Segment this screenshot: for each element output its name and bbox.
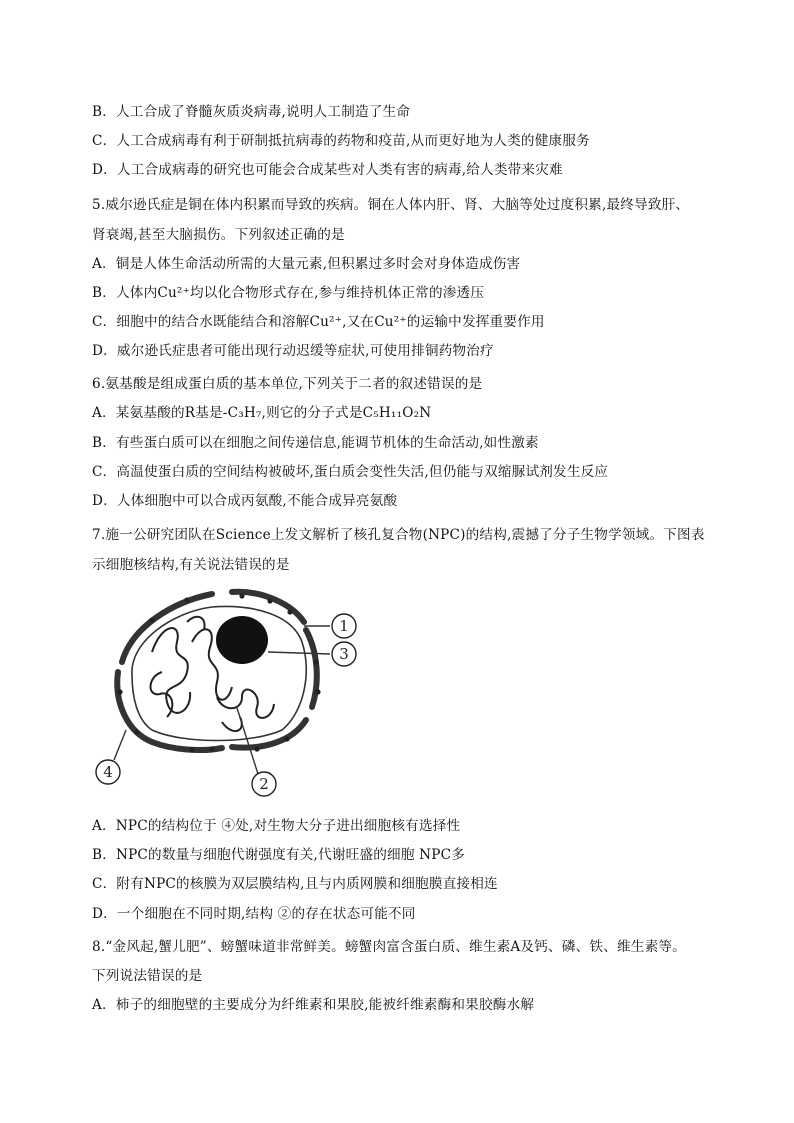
label-1: 1 [339, 617, 349, 635]
line: C．细胞中的结合水既能结合和溶解Cu²⁺,又在Cu²⁺的运输中发挥重要作用 [92, 314, 545, 330]
line: D．一个细胞在不同时期,结构 ②的存在状态可能不同 [92, 906, 416, 922]
line: D．威尔逊氏症患者可能出现行动迟缓等症状,可使用排铜药物治疗 [92, 343, 494, 359]
line: 7.施一公研究团队在Science上发文解析了核孔复合物(NPC)的结构,震撼了分子生物学领域。下图表 [92, 527, 705, 543]
line: B．有些蛋白质可以在细胞之间传递信息,能调节机体的生命活动,如性激素 [92, 435, 539, 451]
nucleolus [216, 616, 268, 664]
line: C．高温使蛋白质的空间结构被破坏,蛋白质会变性失活,但仍能与双缩脲试剂发生反应 [92, 464, 609, 480]
line: 6.氨基酸是组成蛋白质的基本单位,下列关于二者的叙述错误的是 [92, 376, 483, 392]
line: 5.威尔逊氏症是铜在体内积累而导致的疾病。铜在人体内肝、肾、大脑等处过度积累,最终导致肝、 [92, 197, 690, 213]
line: A．柿子的细胞壁的主要成分为纤维素和果胶,能被纤维素酶和果胶酶水解 [92, 997, 535, 1013]
line: C．人工合成病毒有利于研制抵抗病毒的药物和疫苗,从而更好地为人类的健康服务 [92, 133, 590, 149]
line: D．人工合成病毒的研究也可能会合成某些对人类有害的病毒,给人类带来灾难 [92, 162, 563, 178]
line: 肾衰竭,甚至大脑损伤。下列叙述正确的是 [92, 227, 345, 243]
line: A．NPC的结构位于 ④处,对生物大分子进出细胞核有选择性 [92, 818, 461, 834]
line: A．某氨基酸的R基是-C₃H₇,则它的分子式是C₅H₁₁O₂N [92, 405, 432, 421]
label-4: 4 [103, 763, 113, 781]
label-3: 3 [339, 645, 349, 663]
line: B．人工合成了脊髓灰质炎病毒,说明人工制造了生命 [92, 104, 411, 120]
label-2: 2 [259, 775, 269, 793]
line: 下列说法错误的是 [92, 968, 203, 984]
line: 示细胞核结构,有关说法错误的是 [92, 557, 290, 573]
line: A．铜是人体生命活动所需的大量元素,但积累过多时会对身体造成伤害 [92, 256, 521, 272]
nucleus-diagram [92, 582, 372, 802]
line: C．附有NPC的核膜为双层膜结构,且与内质网膜和细胞膜直接相连 [92, 876, 498, 892]
line: D．人体细胞中可以合成丙氨酸,不能合成异亮氨酸 [92, 493, 398, 509]
line: 8.“金风起,蟹儿肥”、螃蟹味道非常鲜美。螃蟹肉富含蛋白质、维生素A及钙、磷、铁、维生素等。 [92, 939, 686, 955]
line: B．人体内Cu²⁺均以化合物形式存在,参与维持机体正常的渗透压 [92, 285, 485, 301]
line: B．NPC的数量与细胞代谢强度有关,代谢旺盛的细胞 NPC多 [92, 847, 465, 863]
